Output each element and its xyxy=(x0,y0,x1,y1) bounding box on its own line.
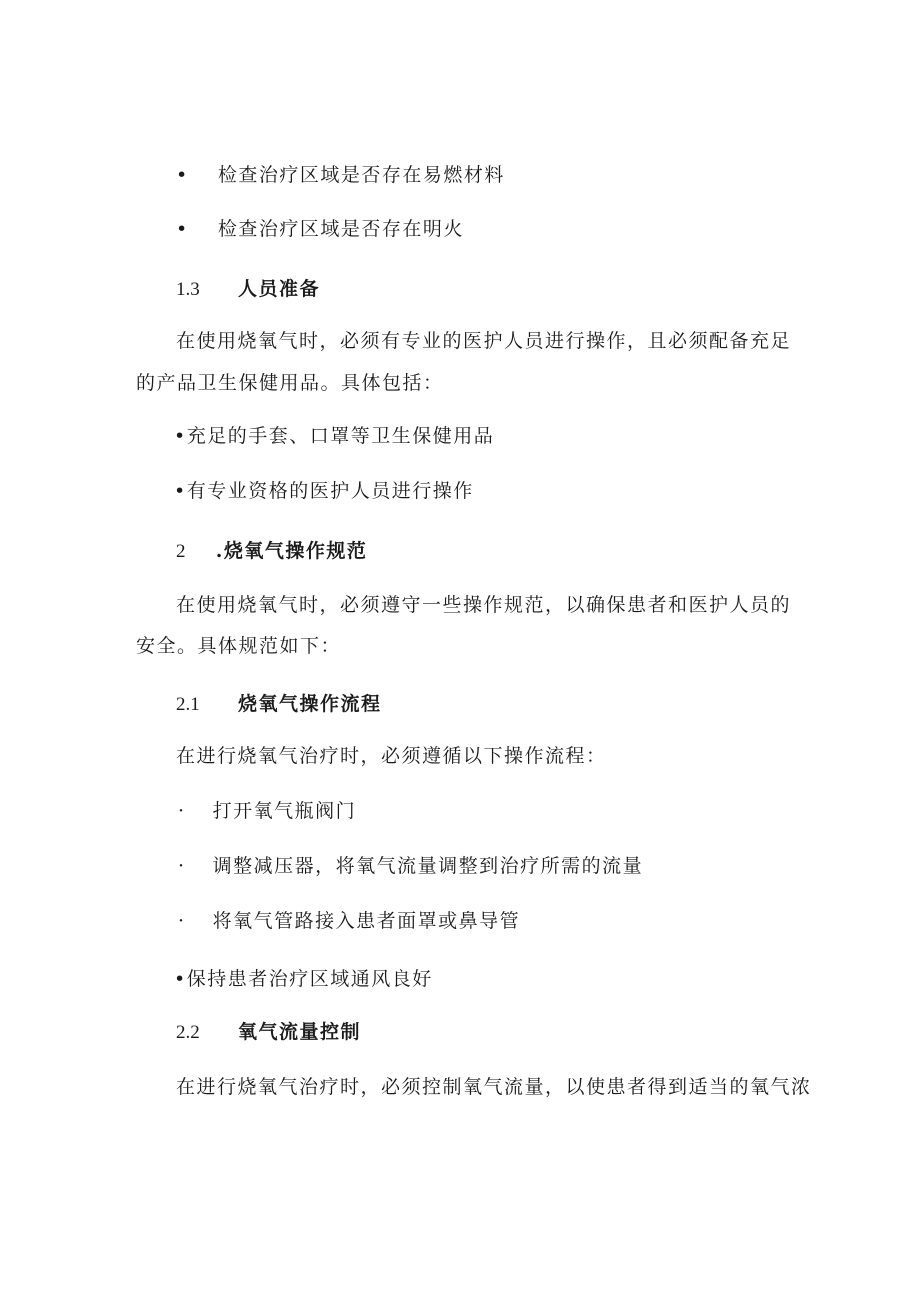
list-item-text: 打开氧气瓶阀门 xyxy=(212,800,357,822)
list-item-text: 检查治疗区域是否存在明火 xyxy=(217,218,464,240)
section-number: 2.2 xyxy=(176,1022,200,1043)
list-item xyxy=(176,216,464,242)
bullet-mark: · xyxy=(178,855,186,877)
paragraph-line: 在使用烧氧气时，必须遵守一些操作规范，以确保患者和医护人员的 xyxy=(176,594,792,616)
list-item-text: 检查治疗区域是否存在易燃材料 xyxy=(217,164,505,186)
list-item: •有专业资格的医护人员进行操作 xyxy=(174,480,474,502)
list-item: •保持患者治疗区域通风良好 xyxy=(174,968,433,990)
paragraph-line: 安全。具体规范如下： xyxy=(136,635,342,657)
list-item: •充足的手套、口罩等卫生保健用品 xyxy=(174,425,495,447)
section-heading-2-2 xyxy=(176,1019,361,1046)
section-heading-1-3 xyxy=(176,276,320,303)
section-title: 烧氧气操作流程 xyxy=(238,693,382,715)
section-title: 人员准备 xyxy=(238,278,321,300)
bullet-mark: • xyxy=(176,218,189,240)
paragraph-line: 在进行烧氧气治疗时，必须控制氧气流量，以使患者得到适当的氧气浓 xyxy=(176,1076,812,1098)
list-item xyxy=(176,162,505,188)
section-title: 氧气流量控制 xyxy=(238,1021,362,1043)
list-item xyxy=(178,798,356,824)
section-number: 2.1 xyxy=(176,694,200,715)
bullet-mark: · xyxy=(178,910,186,932)
paragraph-line: 的产品卫生保健用品。具体包括： xyxy=(136,372,444,394)
paragraph-line: 在使用烧氧气时，必须有专业的医护人员进行操作，且必须配备充足 xyxy=(176,330,792,352)
list-item xyxy=(178,853,643,879)
section-title: .烧氧气操作规范 xyxy=(215,540,368,562)
section-number: 1.3 xyxy=(176,279,200,300)
section-heading-2-1 xyxy=(176,691,382,718)
section-heading-2 xyxy=(176,538,367,565)
list-item xyxy=(178,908,520,934)
section-number: 2 xyxy=(176,541,186,562)
paragraph-line: 在进行烧氧气治疗时，必须遵循以下操作流程： xyxy=(176,745,607,767)
bullet-mark: · xyxy=(178,800,186,822)
list-item-text: 调整减压器，将氧气流量调整到治疗所需的流量 xyxy=(212,855,644,877)
list-item-text: 将氧气管路接入患者面罩或鼻导管 xyxy=(212,910,521,932)
bullet-mark: • xyxy=(176,164,189,186)
